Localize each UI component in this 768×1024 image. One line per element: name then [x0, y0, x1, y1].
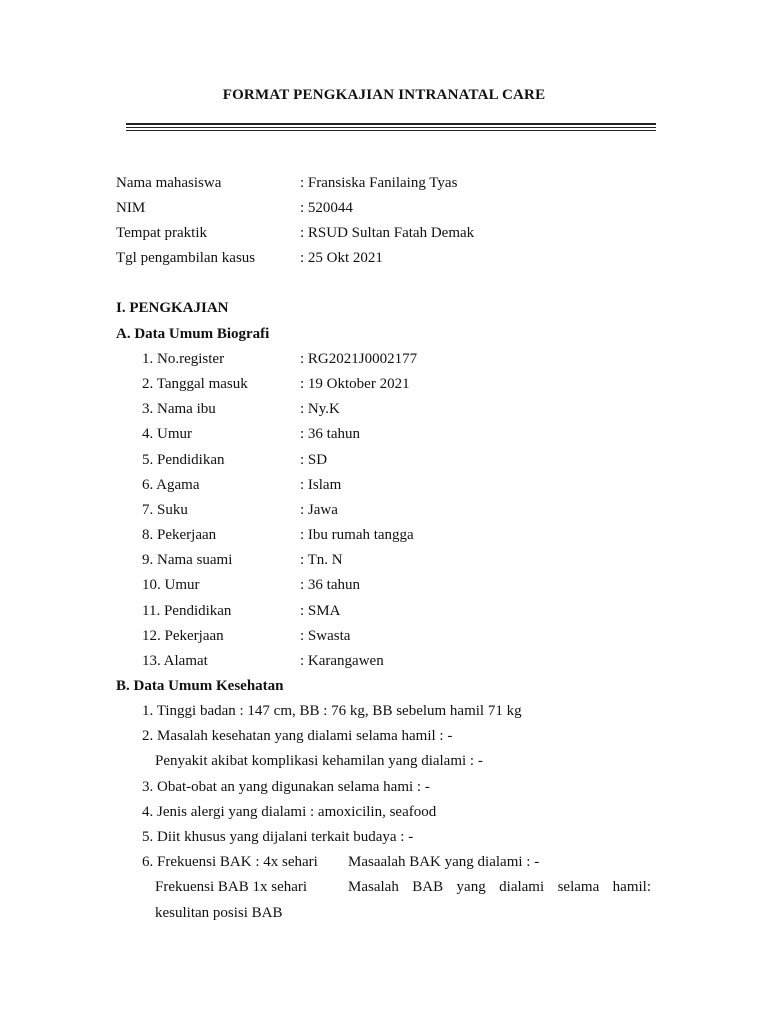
biografi-label: 2. Tanggal masuk — [142, 376, 248, 392]
kesehatan-item: 5. Diit khusus yang dijalani terkait budaya : - — [142, 829, 414, 845]
identity-value-tempat: : RSUD Sultan Fatah Demak — [300, 225, 475, 241]
biografi-value: : Ibu rumah tangga — [300, 527, 414, 543]
identity-label-nim: NIM — [116, 200, 146, 216]
kesehatan-subitem-right: Masalah BAB yang dialami selama hamil: — [348, 879, 651, 895]
biografi-value: : Islam — [300, 477, 342, 493]
biografi-label: 6. Agama — [142, 477, 200, 493]
biografi-value: : Karangawen — [300, 653, 384, 669]
biografi-value: : SD — [300, 452, 328, 468]
biografi-value: : 19 Oktober 2021 — [300, 376, 410, 392]
biografi-value: : Tn. N — [300, 552, 343, 568]
kesehatan-subitem-continuation: kesulitan posisi BAB — [155, 905, 283, 921]
kesehatan-item: 4. Jenis alergi yang dialami : amoxicilin, seafood — [142, 804, 437, 820]
title-rule-thin-2 — [126, 130, 656, 131]
identity-label-nama: Nama mahasiswa — [116, 175, 222, 191]
section-heading-pengkajian: I. PENGKAJIAN — [116, 300, 229, 316]
biografi-value: : Jawa — [300, 502, 338, 518]
identity-value-tgl: : 25 Okt 2021 — [300, 250, 383, 266]
biografi-label: 4. Umur — [142, 426, 192, 442]
document-title: FORMAT PENGKAJIAN INTRANATAL CARE — [222, 87, 546, 103]
biografi-label: 13. Alamat — [142, 653, 208, 669]
biografi-value: : Ny.K — [300, 401, 340, 417]
biografi-label: 7. Suku — [142, 502, 188, 518]
biografi-label: 5. Pendidikan — [142, 452, 225, 468]
identity-value-nama: : Fransiska Fanilaing Tyas — [300, 175, 458, 191]
kesehatan-subitem: Penyakit akibat komplikasi kehamilan yang dialami : - — [155, 753, 483, 769]
section-heading-kesehatan: B. Data Umum Kesehatan — [116, 678, 284, 694]
biografi-value: : SMA — [300, 603, 341, 619]
title-rule-thin-1 — [126, 127, 656, 128]
kesehatan-item: 6. Frekuensi BAK : 4x sehari — [142, 854, 318, 870]
kesehatan-item: 1. Tinggi badan : 147 cm, BB : 76 kg, BB sebelum hamil 71 kg — [142, 703, 522, 719]
kesehatan-item-right: Masaalah BAK yang dialami : - — [348, 854, 540, 870]
biografi-label: 10. Umur — [142, 577, 200, 593]
identity-label-tempat: Tempat praktik — [116, 225, 208, 241]
biografi-value: : Swasta — [300, 628, 351, 644]
biografi-label: 3. Nama ibu — [142, 401, 216, 417]
identity-label-tgl: Tgl pengambilan kasus — [116, 250, 256, 266]
title-rule-thick — [126, 123, 656, 125]
section-heading-biografi: A. Data Umum Biografi — [116, 326, 270, 342]
biografi-value: : 36 tahun — [300, 577, 360, 593]
biografi-label: 9. Nama suami — [142, 552, 233, 568]
biografi-label: 11. Pendidikan — [142, 603, 232, 619]
kesehatan-item: 2. Masalah kesehatan yang dialami selama hamil : - — [142, 728, 453, 744]
kesehatan-item: 3. Obat-obat an yang digunakan selama hami : - — [142, 779, 430, 795]
kesehatan-subitem-left: Frekuensi BAB 1x sehari — [155, 879, 308, 895]
biografi-label: 12. Pekerjaan — [142, 628, 224, 644]
biografi-label: 8. Pekerjaan — [142, 527, 217, 543]
biografi-value: : RG2021J0002177 — [300, 351, 418, 367]
biografi-label: 1. No.register — [142, 351, 225, 367]
identity-value-nim: : 520044 — [300, 200, 353, 216]
biografi-value: : 36 tahun — [300, 426, 360, 442]
